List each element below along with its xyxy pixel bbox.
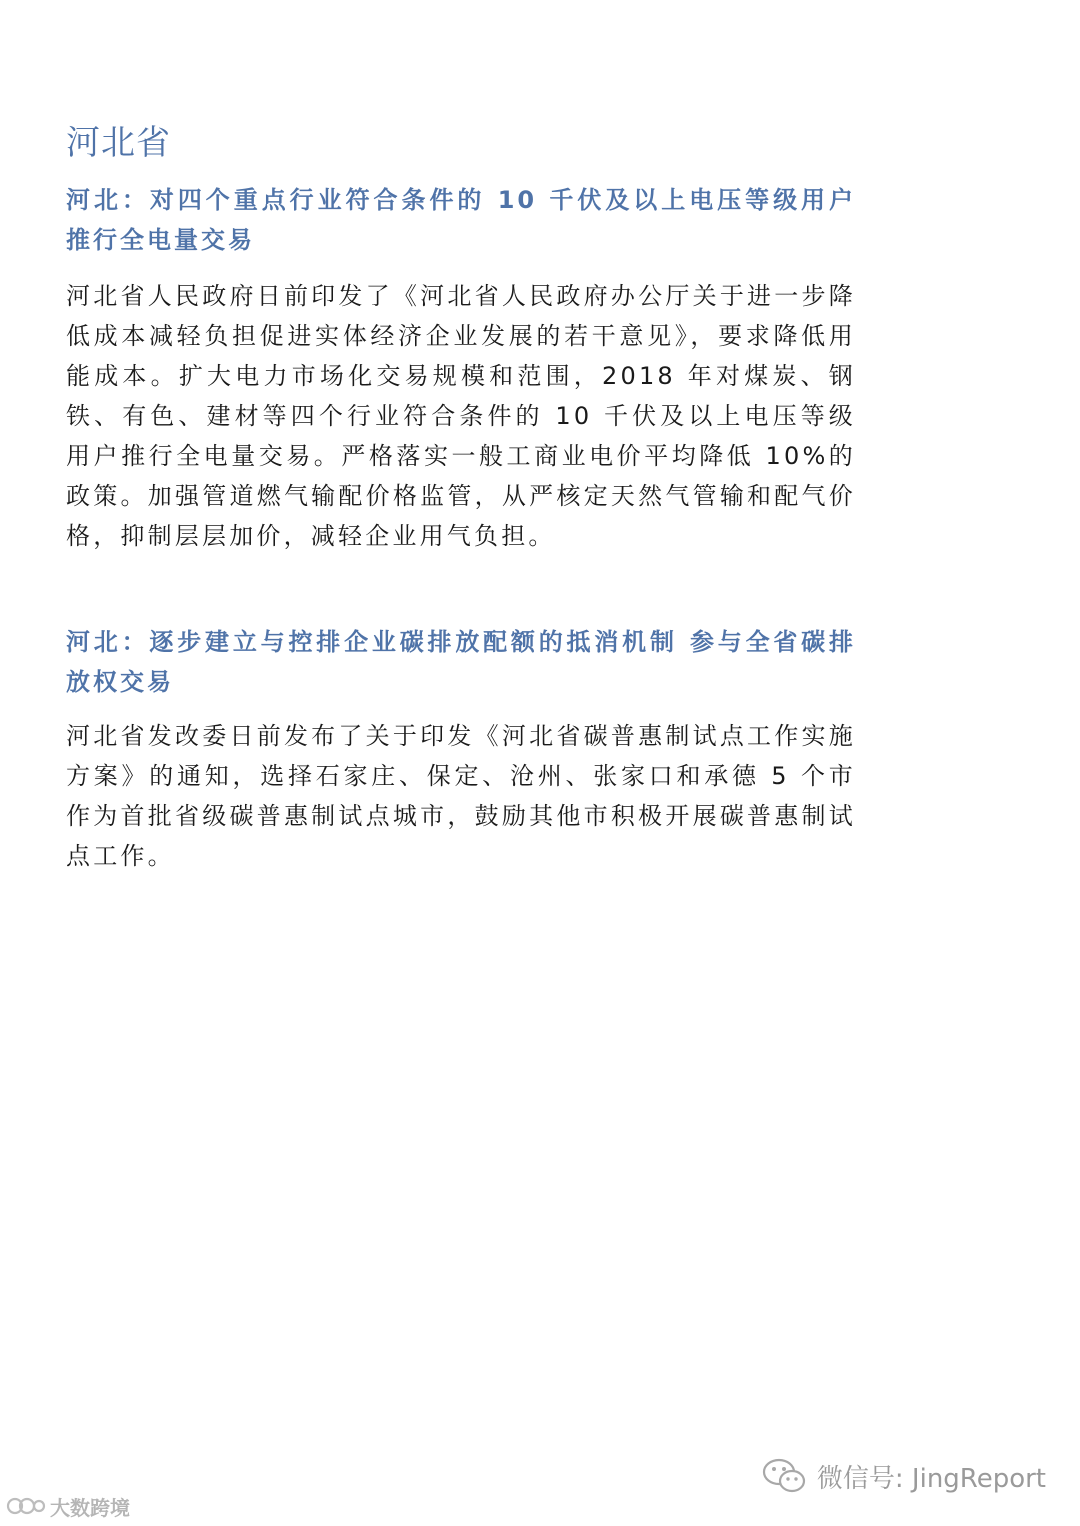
section-heading-2: 河北：逐步建立与控排企业碳排放配额的抵消机制 参与全省碳排放权交易 [66, 628, 856, 696]
section-body-1: 河北省人民政府日前印发了《河北省人民政府办公厅关于进一步降低成本减轻负担促进实体经济企业发展的若干意见》，要求降低用能成本。扩大电力市场化交易规模和范围，2018 年对煤炭、钢铁、有色、建材等四个行业符合条件的 10 千伏及以上电压等级用户推行全电量交易。严格落实一般工商业电价平均降低 10%的政策。加强管道燃气输配价格监管，从严核定天然气管输和配气价格，抑制层层加价，减轻企业用气负担。 [66, 282, 856, 550]
brand-name-text: 大数跨境 [50, 1495, 130, 1520]
logo-icon [6, 1494, 46, 1518]
section-heading-1: 河北：对四个重点行业符合条件的 10 千伏及以上电压等级用户推行全电量交易 [66, 186, 856, 254]
brand-watermark [6, 1492, 130, 1520]
province-title: 河北省 [66, 123, 171, 163]
wechat-icon [761, 1457, 807, 1495]
wechat-watermark [761, 1456, 1046, 1496]
section-body-2: 河北省发改委日前发布了关于印发《河北省碳普惠制试点工作实施方案》的通知，选择石家庄、保定、沧州、张家口和承德 5 个市作为首批省级碳普惠制试点城市，鼓励其他市积极开展碳普惠制试点工作。 [66, 722, 856, 870]
wechat-id-text: 微信号: JingReport [816, 1463, 1046, 1494]
